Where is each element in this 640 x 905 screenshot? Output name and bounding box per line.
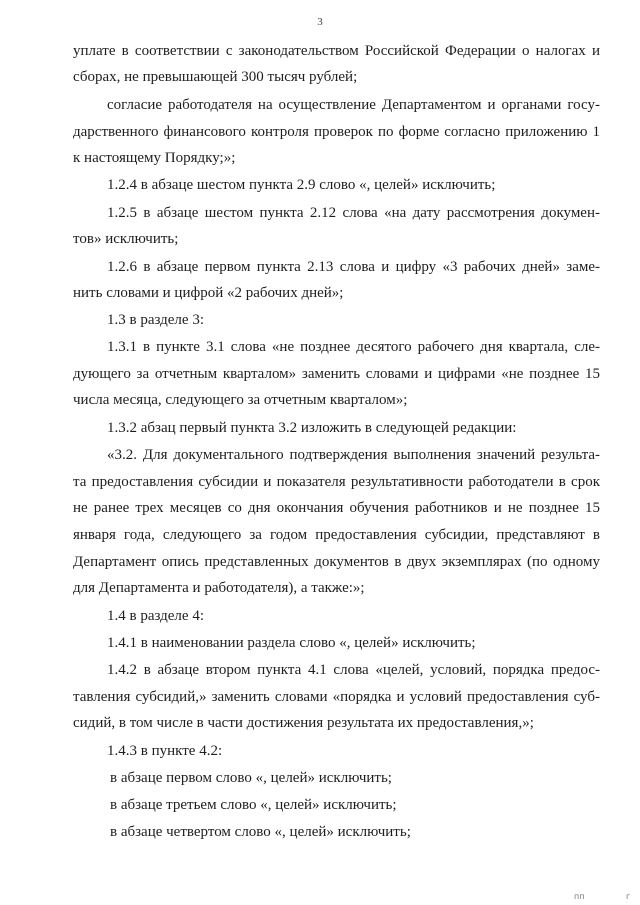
page-number: 3 xyxy=(317,16,323,28)
text-line: сборах, не превышающей 300 тысяч рублей; xyxy=(73,69,358,85)
text-line: в абзаце четвертом слово «, целей» исключить; xyxy=(110,824,411,840)
text-line: сидий, в том числе в части достижения результата их предоставления,»; xyxy=(73,715,534,731)
text-line: уплате в соответствии с законодательством Российской Федерации о налогах и xyxy=(73,43,600,59)
text-line: 1.2.6 в абзаце первом пункта 2.13 слова и цифру «3 рабочих дней» заме- xyxy=(107,259,600,275)
text-line: не ранее трех месяцев со дня окончания обучения работников и не позднее 15 xyxy=(73,500,600,516)
text-line: Департамент опись представленных документов в двух экземплярах (по одному xyxy=(73,554,600,570)
text-line: 1.3.1 в пункте 3.1 слова «не позднее десятого рабочего дня квартала, сле- xyxy=(107,339,600,355)
text-line: к настоящему Порядку;»; xyxy=(73,150,236,166)
text-line: та предоставления субсидии и показателя результативности работодатели в срок xyxy=(73,474,600,490)
text-line: января года, следующего за годом предоставления субсидии, представляют в xyxy=(73,527,600,543)
text-line: согласие работодателя на осуществление Департаментом и органами госу- xyxy=(107,97,600,113)
text-line: в абзаце третьем слово «, целей» исключить; xyxy=(110,797,397,813)
footer-mark-right: г xyxy=(626,892,631,901)
text-line: тов» исключить; xyxy=(73,231,179,247)
text-line: числа месяца, следующего за отчетным кварталом»; xyxy=(73,392,408,408)
text-line: 1.4.3 в пункте 4.2: xyxy=(107,743,223,759)
text-line: дарственного финансового контроля проверок по форме согласно приложению 1 xyxy=(73,124,600,140)
text-line: для Департамента и работодателя), а также:»; xyxy=(73,580,365,596)
text-line: тавления субсидий,» заменить словами «порядка и условий предоставления суб- xyxy=(73,689,600,705)
text-line: дующего за отчетным кварталом» заменить словами и цифрами «не позднее 15 xyxy=(73,366,600,382)
text-line: 1.4 в разделе 4: xyxy=(107,608,204,624)
text-line: 1.4.2 в абзаце втором пункта 4.1 слова «целей, условий, порядка предос- xyxy=(107,662,600,678)
footer-mark-left: пп xyxy=(574,892,585,901)
text-line: 1.2.5 в абзаце шестом пункта 2.12 слова «на дату рассмотрения докумен- xyxy=(107,205,600,221)
text-line: 1.4.1 в наименовании раздела слово «, целей» исключить; xyxy=(107,635,476,651)
text-line: в абзаце первом слово «, целей» исключить; xyxy=(110,770,392,786)
text-line: 1.2.4 в абзаце шестом пункта 2.9 слово «, целей» исключить; xyxy=(107,177,496,193)
text-line: «3.2. Для документального подтверждения выполнения значений результа- xyxy=(107,447,600,463)
text-line: 1.3 в разделе 3: xyxy=(107,312,204,328)
text-line: нить словами и цифрой «2 рабочих дней»; xyxy=(73,285,344,301)
text-line: 1.3.2 абзац первый пункта 3.2 изложить в следующей редакции: xyxy=(107,420,517,436)
